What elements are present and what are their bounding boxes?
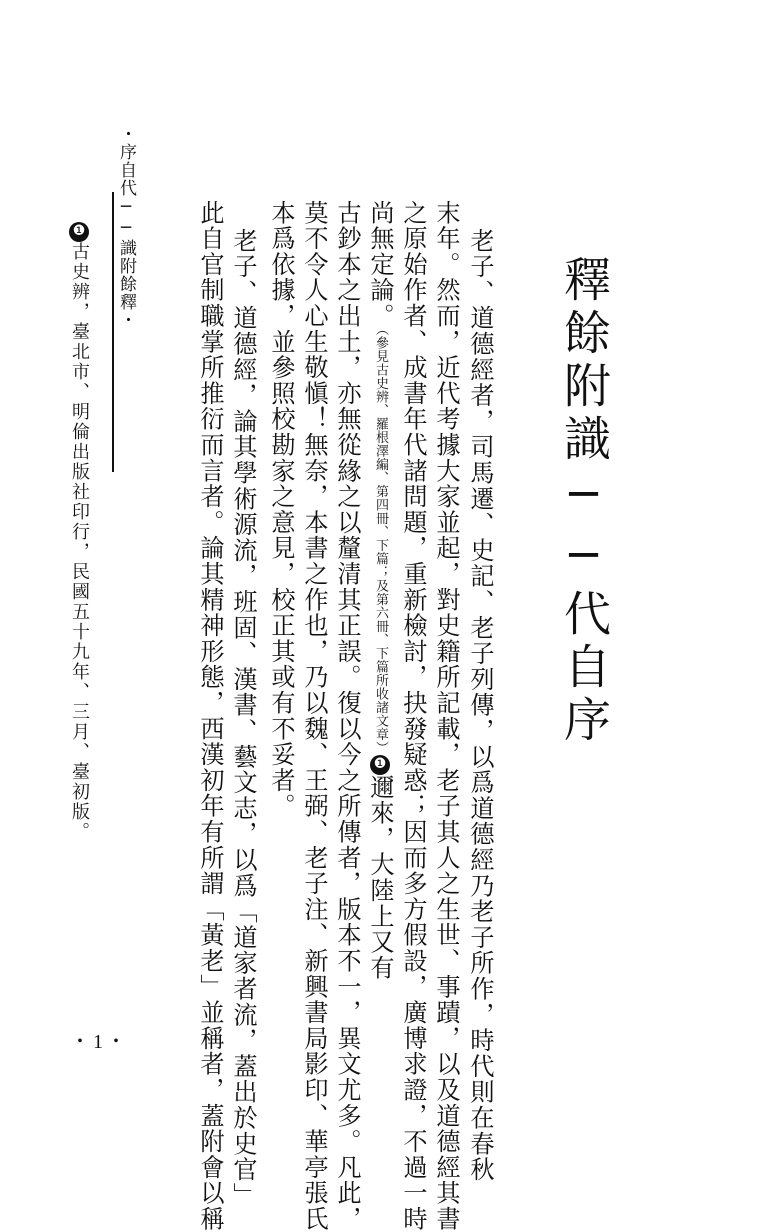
- chapter-title: 釋餘附識──代自序: [556, 255, 611, 748]
- page-number: ・1・: [70, 1031, 129, 1053]
- footnote-marker: ❶: [71, 223, 87, 241]
- paragraph1-line6: 莫不令人心生敬愼！無奈，本書之作也，乃以魏、王弼、老子注、新興書局影印、華亭張氏: [300, 200, 328, 1232]
- paragraph1-line3: 之原始作者、成書年代諸問題，重新檢討，抉發疑惑；因而多方假設，廣博求證，不過一時: [399, 200, 427, 1232]
- paragraph1-line4-tail: 邇來，大陸上又有: [366, 774, 394, 981]
- paragraph2-line1: 老子、道德經，論其學術源流，班固、漢書、藝文志，以爲「道家者流，蓋出於史官」: [229, 228, 257, 1209]
- inline-citation-note: （參見古史辨、羅根澤編、第四冊、下篇；及第六冊、下篇所收諸文章）: [373, 329, 388, 755]
- paragraph1-line4-text: 尚無定論。: [366, 200, 394, 329]
- paragraph1-line7: 本爲依據，並參照校勘家之意見，校正其或有不妥者。: [267, 200, 295, 820]
- running-head: ・序自代──識附餘釋・: [116, 125, 136, 329]
- footnote-divider: [112, 192, 114, 472]
- footnote-reference-marker[interactable]: ❶: [372, 755, 388, 774]
- paragraph1-line2: 末年。然而，近代考據大家並起，對史籍所記載，老子其人之生世、事蹟，以及道德經其書: [432, 200, 460, 1232]
- paragraph1-line5: 古鈔本之出土，亦無從緣之以釐清其正誤。復以今之所傳者，版本不一，異文尤多。凡此，: [333, 200, 361, 1232]
- footnote-text: 古史辨，臺北市、明倫出版社印行，民國五十九年、三月、臺初版。: [69, 242, 90, 842]
- paragraph2-line2: 此自官制職掌所推衍而言者。論其精神形態，西漢初年有所謂「黃老」並稱者，蓋附會以稱: [196, 200, 224, 1232]
- footnote: [66, 222, 92, 842]
- paragraph1-line4: [366, 200, 394, 981]
- paragraph1-line1: 老子、道德經者，司馬遷、史記、老子列傳，以爲道德經乃老子所作，時代則在春秋: [466, 228, 494, 1183]
